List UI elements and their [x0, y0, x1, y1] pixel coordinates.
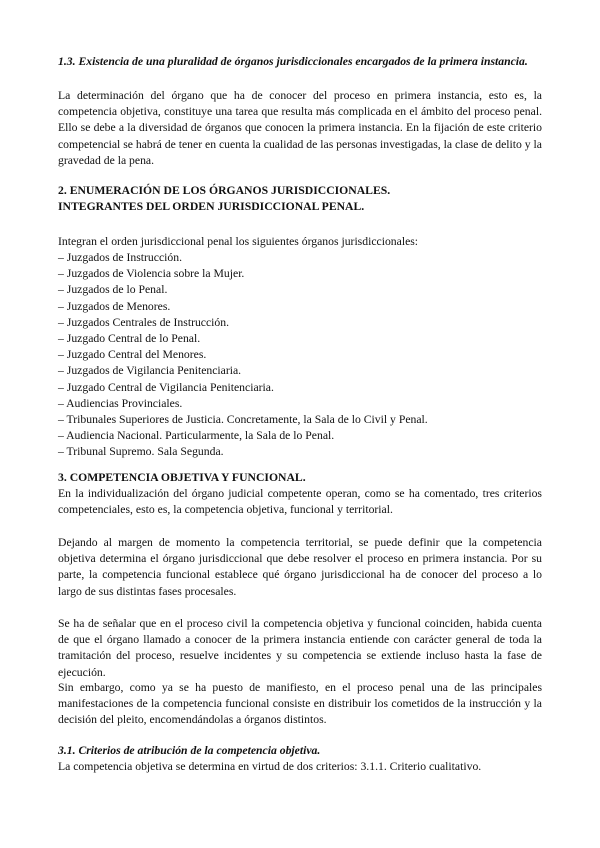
section-2-heading: [58, 183, 542, 215]
list-item: – Tribunales Superiores de Justicia. Concretamente, la Sala de lo Civil y Penal.: [58, 413, 428, 427]
section-3-paragraph-1: En la individualización del órgano judicial competente operan, como se ha comentado, tres criterios competenciales, esto es, la competencia objetiva, funcional y territorial.: [58, 487, 542, 517]
section-2-intro: Integran el orden jurisdiccional penal los siguientes órganos jurisdiccionales:: [58, 235, 419, 248]
section-3-paragraph-3: Se ha de señalar que en el proceso civil la competencia objetiva y funcional coinciden, habida cuenta de que el órgano llamado a conocer de la primera instancia entiende con carácter general de toda la tramitación del proceso, resuelve incidentes y su competencia se extiende incluso hasta la fase de ejecución.: [58, 617, 542, 679]
list-item: – Juzgados de lo Penal.: [58, 283, 168, 297]
list-item: – Juzgado Central del Menores.: [58, 348, 207, 362]
list-item: – Juzgados de Violencia sobre la Mujer.: [58, 267, 245, 281]
list-item: – Audiencias Provinciales.: [58, 396, 183, 410]
list-item: – Juzgados de Vigilancia Penitenciaria.: [58, 364, 242, 378]
list-item: – Juzgados de Menores.: [58, 299, 171, 313]
list-item: – Juzgado Central de Vigilancia Penitenciaria.: [58, 380, 274, 394]
list-item: – Juzgados de Instrucción.: [58, 251, 182, 264]
list-item: – Audiencia Nacional. Particularmente, la Sala de lo Penal.: [58, 429, 335, 443]
section-3-heading: 3. COMPETENCIA OBJETIVA Y FUNCIONAL.: [58, 471, 306, 484]
section-3-1-heading: 3.1. Criterios de atribución de la competencia objetiva.: [58, 744, 321, 757]
section-2-heading-line-1: 2. ENUMERACIÓN DE LOS ÓRGANOS JURISDICCIONALES.: [58, 184, 391, 197]
section-3-paragraph-4: Sin embargo, como ya se ha puesto de manifiesto, en el proceso penal una de las principales manifestaciones de la competencia funcional consiste en distribuir los cometidos de la instrucción y la decisión del pleito, encomendándolas a órganos distintos.: [58, 681, 542, 727]
section-1-3-heading: 1.3. Existencia de una pluralidad de órganos jurisdiccionales encargados de la primera instancia.: [58, 55, 528, 68]
section-2-heading-line-2: INTEGRANTES DEL ORDEN JURISDICCIONAL PENAL.: [58, 200, 365, 214]
section-3-paragraph-2: Dejando al margen de momento la competencia territorial, se puede definir que la competencia objetiva determina el órgano jurisdiccional que debe resolver el proceso en primera instancia. Por su parte, la competencia funcional establece qué órgano jurisdiccional ha de conocer del proceso a lo largo de sus distintas fases procesales.: [58, 536, 542, 598]
list-item: – Juzgado Central de lo Penal.: [58, 332, 201, 346]
section-1-3-body: La determinación del órgano que ha de conocer del proceso en primera instancia, esto es, la competencia objetiva, constituye una tarea que resulta más complicada en el ámbito del proceso penal. Ello se debe a la diversidad de órganos que conocen la primera instancia. En la fijación de este criterio competencial se habrá de tener en cuenta la cualidad de las personas investigadas, la clase de delito y la gravedad de la pena.: [58, 89, 542, 167]
list-item: – Tribunal Supremo. Sala Segunda.: [58, 445, 224, 459]
organ-list: [58, 250, 542, 461]
section-3-1-body: La competencia objetiva se determina en virtud de dos criterios: 3.1.1. Criterio cualitativo.: [58, 760, 482, 773]
list-item: – Juzgados Centrales de Instrucción.: [58, 315, 230, 329]
